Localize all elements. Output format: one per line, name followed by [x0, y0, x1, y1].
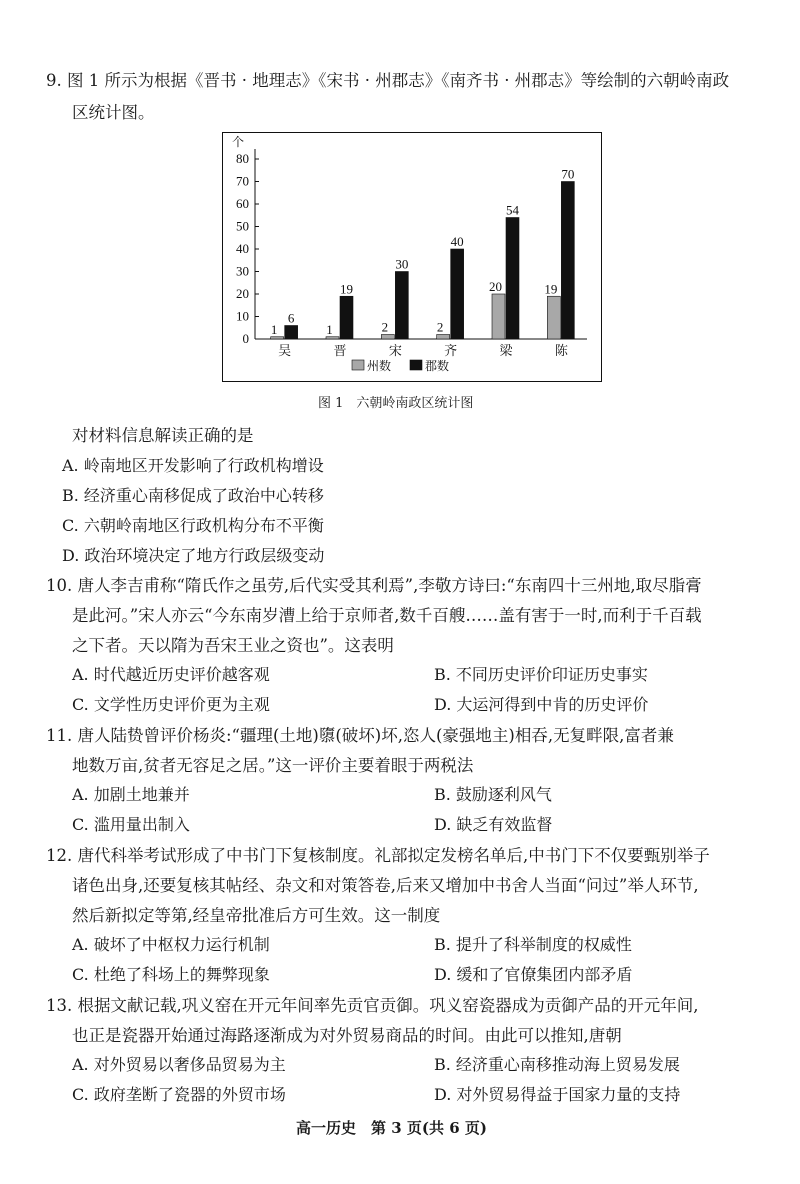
q13-stem-line1: 13. 根据文献记载,巩义窑在开元年间率先贡官贡御。巩义窑瓷器成为贡御产品的开元年间, — [46, 996, 699, 1015]
q9-option-c[interactable]: C. 六朝岭南地区行政机构分布不平衡 — [62, 516, 324, 535]
q11-option-d[interactable]: D. 缺乏有效监督 — [434, 815, 553, 834]
y-tick-label: 10 — [236, 308, 249, 324]
q10-stem-line3: 之下者。天以隋为吾宋王业之资也”。这表明 — [72, 636, 394, 655]
x-category-label: 宋 — [388, 343, 402, 358]
bar-zhou — [492, 294, 505, 339]
q9-option-a[interactable]: A. 岭南地区开发影响了行政机构增设 — [62, 456, 324, 475]
q12-option-b[interactable]: B. 提升了科举制度的权威性 — [434, 935, 632, 954]
q9-option-d[interactable]: D. 政治环境决定了地方行政层级变动 — [62, 546, 325, 565]
bar-jun — [285, 326, 298, 340]
bar-value-label: 20 — [489, 279, 502, 294]
bar-zhou — [547, 296, 560, 339]
x-category-label: 吴 — [278, 343, 292, 358]
y-tick-label: 20 — [236, 286, 249, 301]
bar-value-label: 2 — [436, 319, 444, 335]
bar-value-label: 19 — [544, 281, 558, 297]
q10-option-c[interactable]: C. 文学性历史评价更为主观 — [72, 695, 270, 714]
q9-stem-line1: 9. 图 1 所示为根据《晋书 · 地理志》《宋书 · 州郡志》《南齐书 · 州郡志》等绘制的六朝岭南政 — [46, 71, 730, 90]
q10-stem-line1: 10. 唐人李吉甫称“隋氏作之虽劳,后代实受其利焉”,李敬方诗曰:“东南四十三州地,取尽脂膏 — [46, 576, 702, 595]
y-tick-label: 70 — [236, 173, 249, 189]
q11-stem-line1: 11. 唐人陆贽曾评价杨炎:“疆理(土地)隳(破坏)坏,恣人(豪强地主)相吞,无复畔限,富者兼 — [46, 726, 674, 745]
district-bar-chart — [222, 132, 602, 382]
q10-option-d[interactable]: D. 大运河得到中肯的历史评价 — [434, 695, 649, 714]
bar-jun — [451, 249, 464, 339]
y-tick-label: 60 — [236, 196, 249, 211]
q11-stem-line2: 地数万亩,贫者无容足之居。”这一评价主要着眼于两税法 — [72, 756, 474, 775]
chart-caption: 图 1 六朝岭南政区统计图 — [318, 396, 474, 411]
bar-value-label: 70 — [561, 166, 575, 182]
legend-swatch — [410, 360, 422, 370]
y-tick-label: 50 — [236, 218, 249, 234]
q12-option-c[interactable]: C. 杜绝了科场上的舞弊现象 — [72, 965, 270, 984]
bar-zhou — [271, 337, 284, 339]
q10-option-b[interactable]: B. 不同历史评价印证历史事实 — [434, 665, 648, 684]
q12-option-a[interactable]: A. 破坏了中枢权力运行机制 — [72, 935, 270, 954]
y-tick-label: 0 — [242, 331, 249, 346]
q13-option-d[interactable]: D. 对外贸易得益于国家力量的支持 — [434, 1085, 681, 1104]
page-footer: 高一历史 第 3 页(共 6 页) — [296, 1119, 487, 1137]
q11-option-c[interactable]: C. 滥用量出制入 — [72, 815, 190, 834]
q12-stem-line3: 然后新拟定等第,经皇帝批准后方可生效。这一制度 — [72, 906, 441, 925]
bar-jun — [561, 182, 574, 340]
q12-stem-line2: 诸色出身,还要复核其帖经、杂文和对策答卷,后来又增加中书舍人当面“问过”举人环节, — [72, 876, 699, 895]
bar-value-label: 1 — [326, 321, 333, 337]
q13-stem-line2: 也正是瓷器开始通过海路逐渐成为对外贸易商品的时间。由此可以推知,唐朝 — [72, 1026, 622, 1045]
y-tick-label: 30 — [236, 263, 249, 279]
q13-option-c[interactable]: C. 政府垄断了瓷器的外贸市场 — [72, 1085, 286, 1104]
bar-jun — [506, 218, 519, 340]
q9-prompt: 对材料信息解读正确的是 — [72, 426, 254, 445]
bar-jun — [340, 296, 353, 339]
bar-value-label: 40 — [450, 234, 464, 249]
bar-zhou — [381, 335, 394, 340]
x-category-label: 陈 — [554, 343, 568, 358]
bar-value-label: 2 — [381, 319, 389, 335]
bar-zhou — [437, 335, 450, 340]
q11-option-a[interactable]: A. 加剧土地兼并 — [72, 785, 190, 804]
q9-stem-line2: 区统计图。 — [72, 103, 155, 122]
q10-stem-line2: 是此河。”宋人亦云“今东南岁漕上给于京师者,数千百艘……盖有害于一时,而利于千百载 — [72, 606, 702, 625]
bar-value-label: 54 — [506, 202, 519, 218]
y-tick-label: 80 — [236, 151, 249, 166]
y-tick-label: 40 — [236, 241, 249, 256]
bar-jun — [395, 272, 408, 340]
q13-option-a[interactable]: A. 对外贸易以奢侈品贸易为主 — [72, 1055, 286, 1074]
legend-swatch — [352, 360, 364, 370]
x-category-label: 晋 — [333, 343, 347, 358]
y-unit-label: 个 — [232, 135, 245, 149]
bar-value-label: 30 — [395, 256, 409, 272]
q9-option-b[interactable]: B. 经济重心南移促成了政治中心转移 — [62, 486, 324, 505]
x-category-label: 梁 — [499, 343, 513, 358]
legend-label: 郡数 — [425, 359, 450, 373]
bar-zhou — [326, 337, 339, 339]
q11-option-b[interactable]: B. 鼓励逐利风气 — [434, 785, 552, 804]
q12-stem-line1: 12. 唐代科举考试形成了中书门下复核制度。礼部拟定发榜名单后,中书门下不仅要甄别举子 — [46, 846, 710, 865]
x-category-label: 齐 — [444, 343, 458, 358]
bar-value-label: 6 — [287, 310, 295, 326]
q12-option-d[interactable]: D. 缓和了官僚集团内部矛盾 — [434, 965, 633, 984]
q10-option-a[interactable]: A. 时代越近历史评价越客观 — [72, 665, 270, 684]
legend-label: 州数 — [367, 359, 392, 373]
bar-value-label: 19 — [340, 281, 353, 297]
q13-option-b[interactable]: B. 经济重心南移推动海上贸易发展 — [434, 1055, 680, 1074]
bar-value-label: 1 — [270, 321, 278, 337]
